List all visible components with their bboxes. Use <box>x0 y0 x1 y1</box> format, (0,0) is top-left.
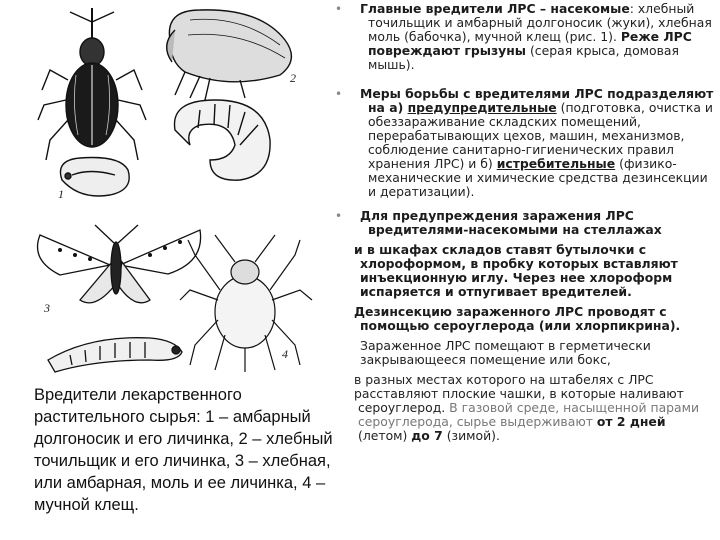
text-line: Дезинсекцию зараженного ЛРС проводят с <box>354 304 667 319</box>
text-line: мышь). <box>368 57 415 72</box>
text-line: сероуглерод. В газовой среде, насыщенной парами <box>358 400 700 415</box>
figure-label-3: 3 <box>44 301 50 315</box>
bullet: • <box>335 2 343 16</box>
figure-label-4: 4 <box>282 347 288 361</box>
text-line: в разных местах которого на штабелях с ЛРС <box>354 372 654 387</box>
mite-drawing <box>180 235 312 372</box>
text-line: на а) предупредительные (подготовка, очистка и <box>368 100 713 115</box>
text-line: испаряется и отпугивает вредителей. <box>360 284 632 299</box>
text-line: обеззараживание складских помещений, <box>368 114 641 129</box>
text-line: помощью сероуглерода (или хлорпикрина). <box>360 318 681 333</box>
text-line: сероуглерода, сырье выдерживают от 2 дней <box>358 414 666 429</box>
text-line: точильщик и амбарный долгоносик (жуки), хлебная <box>368 15 712 30</box>
text-line: повреждают грызуны (серая крыса, домовая <box>368 43 679 58</box>
figure-label-2: 2 <box>290 71 296 85</box>
text-line: инъекционную иглу. Через нее хлороформ <box>360 270 673 285</box>
weevil-drawing <box>38 8 146 196</box>
bullet: • <box>335 209 343 223</box>
text-line: моль (бабочка), мучной клещ (рис. 1). Реже ЛРС <box>368 29 692 44</box>
text-line: и в шкафах складов ставят бутылочки с <box>354 242 647 257</box>
text-line: Зараженное ЛРС помещают в герметически <box>360 338 651 353</box>
text-line: расставляют плоские чашки, в которые наливают <box>354 386 684 401</box>
text-line: перерабатывающих цехов, машин, механизмов, <box>368 128 685 143</box>
text-line: Главные вредители ЛРС – насекомые: хлебный <box>360 1 695 16</box>
pests-illustration <box>0 0 330 385</box>
text-line: (летом) до 7 (зимой). <box>358 428 500 443</box>
bullet: • <box>335 87 343 101</box>
text-line: хлороформом, в пробку которых вставляют <box>360 256 678 271</box>
text-line: закрывающееся помещение или бокс, <box>360 352 611 367</box>
moth-drawing <box>38 225 201 372</box>
text-line: хранения ЛРС) и б) истребительные (физико- <box>368 156 677 171</box>
figure-caption: Вредители лекарственного растительного сырья: 1 – амбарный долгоносик и его личинка, 2 – хлебный точильщик и его личинка, 3 – хлебная, или амбарная, моль и ее личинка, 4 – мучной клещ. <box>34 386 333 514</box>
text-line: Меры борьбы с вредителями ЛРС подразделяют <box>360 86 714 101</box>
text-line: и дератизации). <box>368 184 475 199</box>
bread-beetle-drawing <box>167 10 292 180</box>
text-line: вредителями-насекомыми на стеллажах <box>368 222 662 237</box>
text-line: механические и химические средства дезинсекции <box>368 170 708 185</box>
figure-label-1: 1 <box>58 187 64 201</box>
text-line: соблюдение санитарно-гигиенических правил <box>368 142 674 157</box>
text-line: Для предупреждения заражения ЛРС <box>360 208 634 223</box>
